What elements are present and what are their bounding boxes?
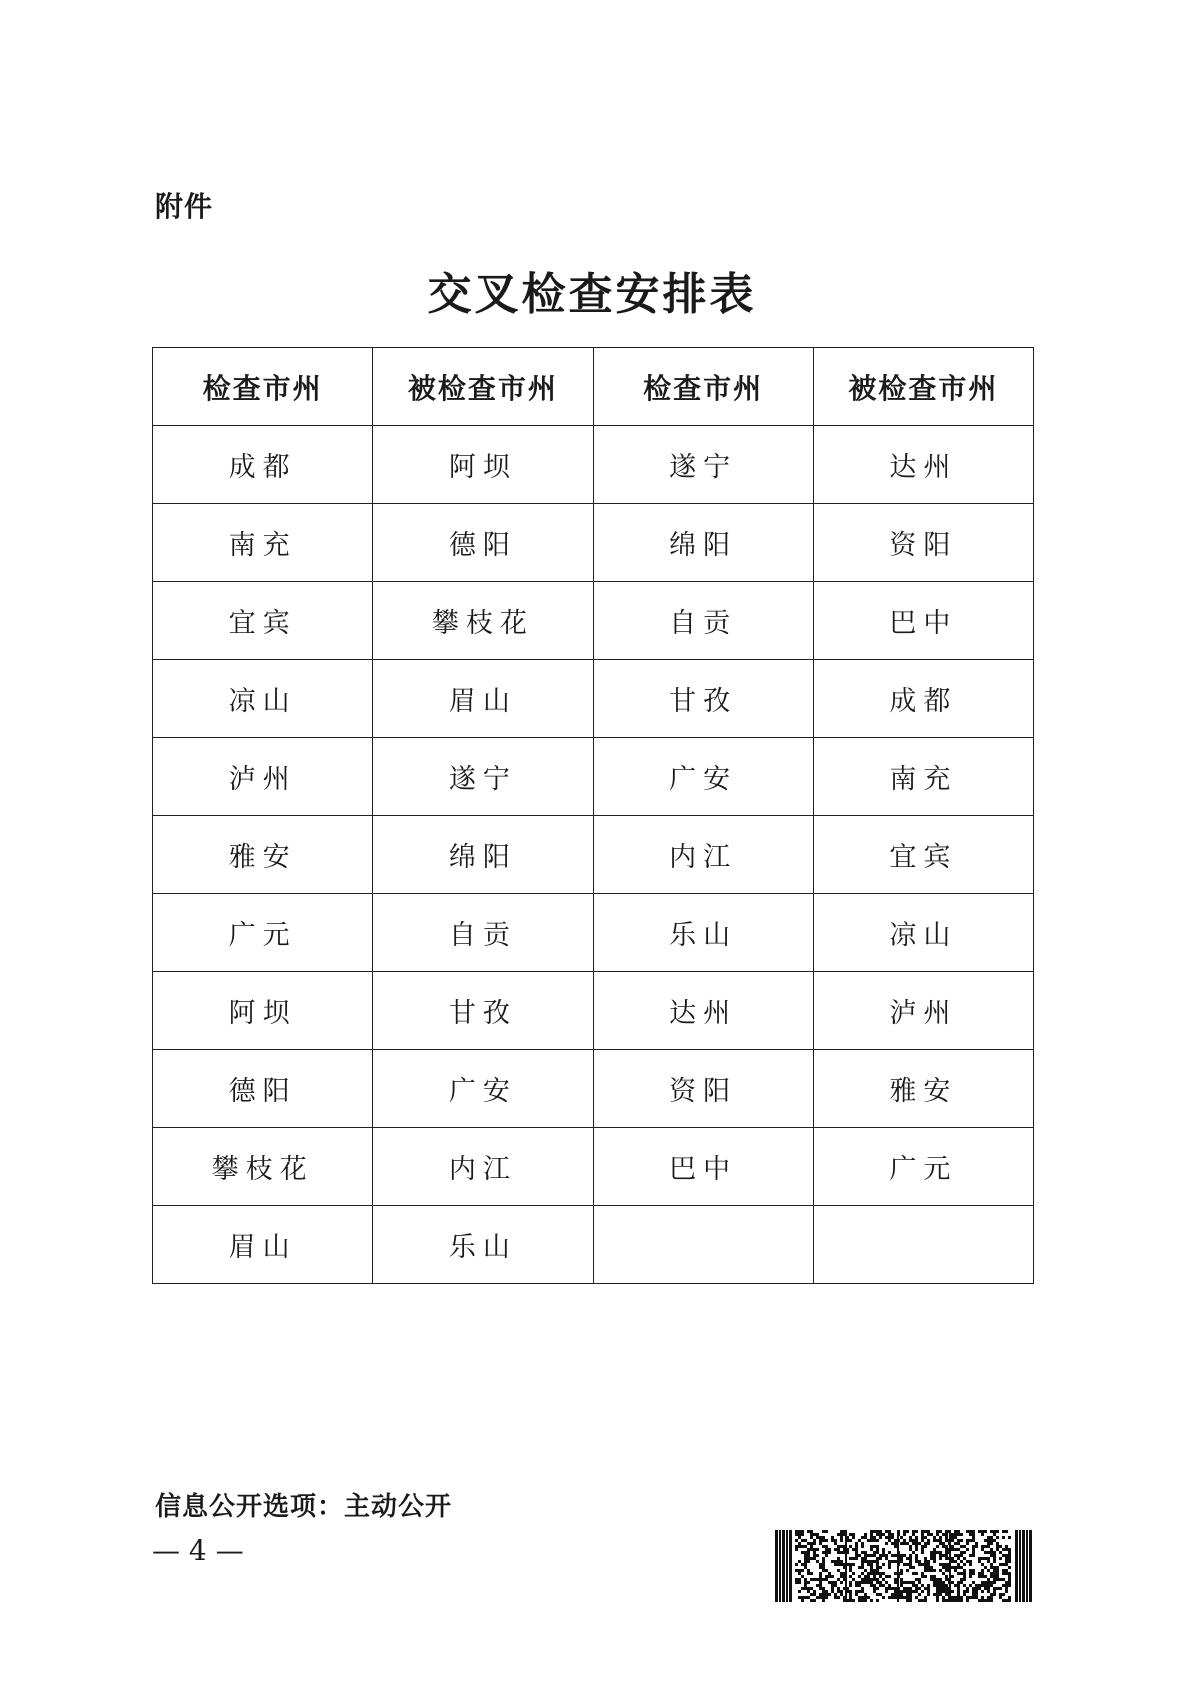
table-cell: 雅安 [813,1050,1033,1128]
table-cell: 广元 [813,1128,1033,1206]
table-cell: 南充 [813,738,1033,816]
table-cell: 遂宁 [593,426,813,504]
table-cell: 甘孜 [593,660,813,738]
table-cell: 宜宾 [813,816,1033,894]
column-header: 被检查市州 [373,348,593,426]
table-cell: 内江 [593,816,813,894]
attachment-label: 附件 [155,190,214,223]
table-cell: 达州 [813,426,1033,504]
table-row [153,972,1034,1050]
table-cell: 南充 [153,504,373,582]
table-header-row [153,348,1034,426]
barcode-image [775,1530,1033,1602]
table-cell [593,1206,813,1284]
disclosure-option: 信息公开选项：主动公开 [155,1492,453,1522]
table-row [153,1128,1034,1206]
cross-inspection-table [152,347,1034,1284]
table-row [153,1206,1034,1284]
table-cell: 阿坝 [373,426,593,504]
table-cell: 巴中 [593,1128,813,1206]
column-header: 检查市州 [593,348,813,426]
column-header: 检查市州 [153,348,373,426]
table-cell: 成都 [153,426,373,504]
table-cell [813,1206,1033,1284]
table-cell: 宜宾 [153,582,373,660]
table-cell: 德阳 [153,1050,373,1128]
table-cell: 绵阳 [593,504,813,582]
table-cell: 攀枝花 [153,1128,373,1206]
table-row [153,1050,1034,1128]
table-cell: 绵阳 [373,816,593,894]
table-cell: 眉山 [373,660,593,738]
table-cell: 凉山 [153,660,373,738]
table-row [153,582,1034,660]
table-row [153,426,1034,504]
table-body [153,426,1034,1284]
table-cell: 泸州 [813,972,1033,1050]
table-cell: 攀枝花 [373,582,593,660]
table-cell: 德阳 [373,504,593,582]
table-cell: 成都 [813,660,1033,738]
table-row [153,738,1034,816]
table-cell: 广安 [373,1050,593,1128]
table-cell: 资阳 [813,504,1033,582]
table-cell: 甘孜 [373,972,593,1050]
table-cell: 达州 [593,972,813,1050]
page-number: — 4 — [152,1534,244,1567]
table-cell: 资阳 [593,1050,813,1128]
table-cell: 阿坝 [153,972,373,1050]
table-row [153,894,1034,972]
table-cell: 广元 [153,894,373,972]
table-cell: 泸州 [153,738,373,816]
table-cell: 眉山 [153,1206,373,1284]
page-title: 交叉检查安排表 [427,269,757,320]
table-row [153,504,1034,582]
table-cell: 广安 [593,738,813,816]
column-header: 被检查市州 [813,348,1033,426]
table-cell: 自贡 [593,582,813,660]
table-cell: 雅安 [153,816,373,894]
table-cell: 内江 [373,1128,593,1206]
table-cell: 乐山 [593,894,813,972]
table-cell: 遂宁 [373,738,593,816]
table-row [153,816,1034,894]
table-cell: 巴中 [813,582,1033,660]
table-row [153,660,1034,738]
table-cell: 乐山 [373,1206,593,1284]
table-cell: 自贡 [373,894,593,972]
table-cell: 凉山 [813,894,1033,972]
